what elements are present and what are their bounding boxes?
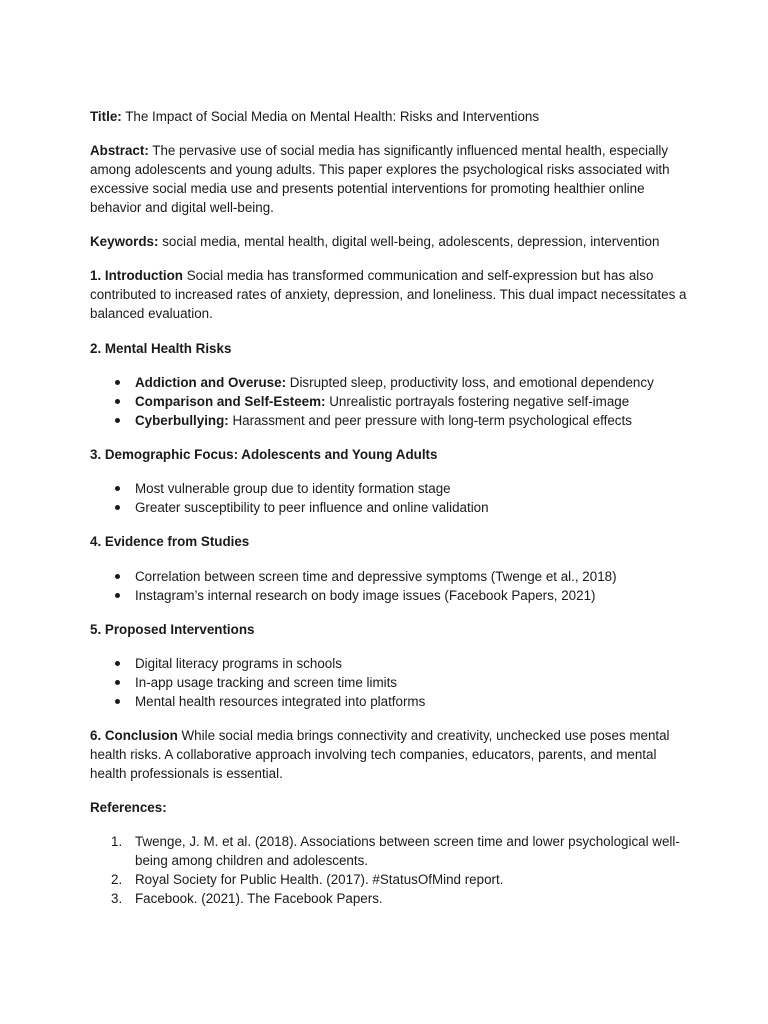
evidence-list (90, 567, 690, 605)
conclusion-paragraph (90, 726, 690, 783)
risk-label: Comparison and Self-Esteem: (135, 394, 326, 409)
paper-title: The Impact of Social Media on Mental Health: Risks and Interventions (125, 109, 540, 124)
list-item (90, 411, 690, 430)
abstract-label: Abstract: (90, 143, 149, 158)
reference-number: 1. (111, 834, 123, 849)
keywords-line (90, 232, 690, 251)
introduction-heading: 1. Introduction (90, 268, 183, 283)
references-list (90, 832, 690, 908)
list-item: In-app usage tracking and screen time limits (90, 673, 690, 692)
conclusion-text: While social media brings connectivity and creativity, unchecked use poses mental health risks. A collaborative approach involving tech companies, educators, parents, and mental health professionals is essential. (90, 728, 670, 781)
evidence-heading-text: 4. Evidence from Studies (90, 534, 250, 549)
evidence-heading (90, 532, 690, 551)
keywords-label: Keywords: (90, 234, 159, 249)
reference-item (90, 889, 690, 908)
list-item: Digital literacy programs in schools (90, 654, 690, 673)
abstract-paragraph (90, 141, 690, 217)
reference-text: Facebook. (2021). The Facebook Papers. (135, 891, 383, 906)
abstract-text: The pervasive use of social media has significantly influenced mental health, especially among adolescents and young adults. This paper explores the psychological risks associated with excessive social media use and presents potential interventions for promoting healthier online behavior and digital well-being. (90, 143, 670, 215)
demographic-heading-text: 3. Demographic Focus: Adolescents and Young Adults (90, 447, 438, 462)
interventions-heading-text: 5. Proposed Interventions (90, 622, 255, 637)
reference-text: Royal Society for Public Health. (2017). #StatusOfMind report. (135, 872, 504, 887)
risk-text: Unrealistic portrayals fostering negative self-image (329, 394, 630, 409)
reference-item (90, 832, 690, 870)
list-item (90, 373, 690, 392)
demographic-heading (90, 445, 690, 464)
risks-list (90, 373, 690, 430)
list-item: Correlation between screen time and depressive symptoms (Twenge et al., 2018) (90, 567, 690, 586)
references-heading-text: References: (90, 800, 167, 815)
references-heading (90, 798, 690, 817)
risks-heading-text: 2. Mental Health Risks (90, 341, 232, 356)
risk-label: Cyberbullying: (135, 413, 229, 428)
introduction-paragraph (90, 266, 690, 323)
title-label: Title: (90, 109, 122, 124)
keywords-text: social media, mental health, digital well-being, adolescents, depression, intervention (162, 234, 660, 249)
reference-number: 3. (111, 891, 123, 906)
list-item: Mental health resources integrated into platforms (90, 692, 690, 711)
reference-text: Twenge, J. M. et al. (2018). Associations between screen time and lower psychological well-being among children and adolescents. (135, 834, 680, 868)
reference-item (90, 870, 690, 889)
risks-heading (90, 339, 690, 358)
list-item: Most vulnerable group due to identity formation stage (90, 479, 690, 498)
title-line (90, 107, 690, 126)
reference-number: 2. (111, 872, 123, 887)
conclusion-heading: 6. Conclusion (90, 728, 178, 743)
risk-label: Addiction and Overuse: (135, 375, 287, 390)
risk-text: Disrupted sleep, productivity loss, and emotional dependency (289, 375, 654, 390)
list-item: Instagram’s internal research on body image issues (Facebook Papers, 2021) (90, 586, 690, 605)
risk-text: Harassment and peer pressure with long-term psychological effects (232, 413, 632, 428)
interventions-heading (90, 620, 690, 639)
demographic-list (90, 479, 690, 517)
list-item (90, 392, 690, 411)
list-item: Greater susceptibility to peer influence and online validation (90, 498, 690, 517)
interventions-list (90, 654, 690, 711)
introduction-text: Social media has transformed communication and self-expression but has also contributed to increased rates of anxiety, depression, and loneliness. This dual impact necessitates a balanced evaluation. (90, 268, 687, 321)
